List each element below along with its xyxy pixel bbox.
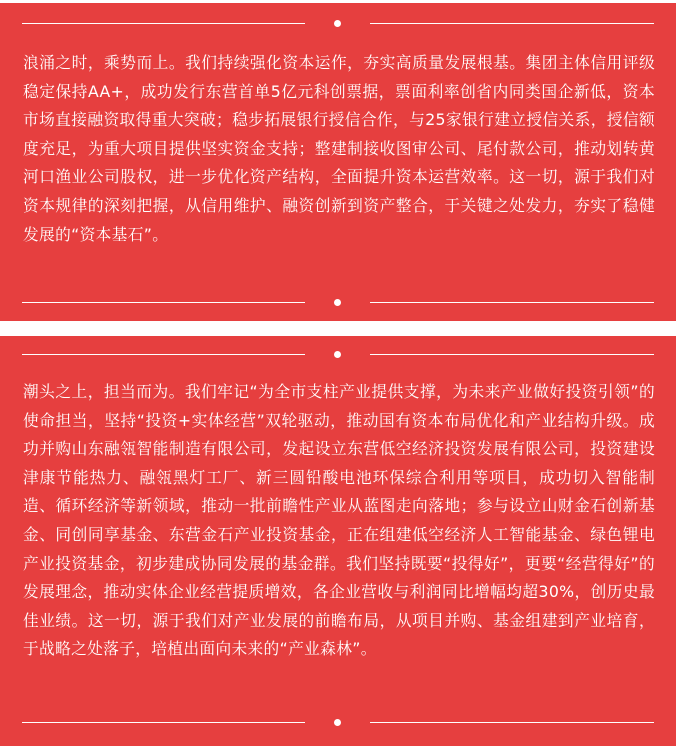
divider-dot-icon (334, 719, 341, 726)
divider-dot-icon (334, 20, 341, 27)
divider-line-left (22, 302, 305, 303)
top-divider (22, 18, 654, 30)
divider-dot-icon (334, 299, 341, 306)
divider-line-left (22, 354, 305, 355)
divider-line-left (22, 23, 305, 24)
content-panel-capital (0, 3, 676, 321)
paragraph-industry: 潮头之上，担当而为。我们牢记“为全市支柱产业提供支撑，为未来产业做好投资引领”的使命担当，坚持“投资+实体经营”双轮驱动，推动国有资本布局优化和产业结构升级。成功并购山东融瓴智能制造有限公司，发起设立东营低空经济投资发展有限公司，投资建设津康节能热力、融瓴黑灯工厂、新三圆铅酸电池环保综合利用等项目，成功切入智能制造、循环经济等新领域，推动一批前瞻性产业从蓝图走向落地；参与设立山财金石创新基金、同创同享基金、东营金石产业投资基金，正在组建低空经济人工智能基金、绿色锂电产业投资基金，初步建成协同发展的基金群。我们坚持既要“投得好”，更要“经营得好”的发展理念，推动实体企业经营提质增效，各企业营收与利润同比增幅均超30%，创历史最佳业绩。这一切，源于我们对产业发展的前瞻布局，从项目并购、基金组建到产业培育，于战略之处落子，培植出面向未来的“产业森林”。 (23, 382, 655, 659)
top-divider (22, 349, 654, 361)
divider-line-right (370, 302, 654, 303)
divider-dot-icon (334, 351, 341, 358)
bottom-divider (22, 717, 654, 729)
bottom-divider (22, 297, 654, 309)
content-panel-industry (0, 336, 676, 746)
paragraph-capital: 浪涌之时，乘势而上。我们持续强化资本运作，夯实高质量发展根基。集团主体信用评级稳定保持AA+，成功发行东营首单5亿元科创票据，票面利率创省内同类国企新低，资本市场直接融资取得重大突破；稳步拓展银行授信合作，与25家银行建立授信关系，授信额度充足，为重大项目提供坚实资金支持；整建制接收图审公司、尾付款公司，推动划转黄河口渔业公司股权，进一步优化资产结构，全面提升资本运营效率。这一切，源于我们对资本规律的深刻把握，从信用维护、融资创新到资产整合，于关键之处发力，夯实了稳健发展的“资本基石”。 (23, 53, 655, 244)
divider-line-left (22, 722, 305, 723)
divider-line-right (370, 722, 654, 723)
divider-line-right (370, 354, 654, 355)
divider-line-right (370, 23, 654, 24)
